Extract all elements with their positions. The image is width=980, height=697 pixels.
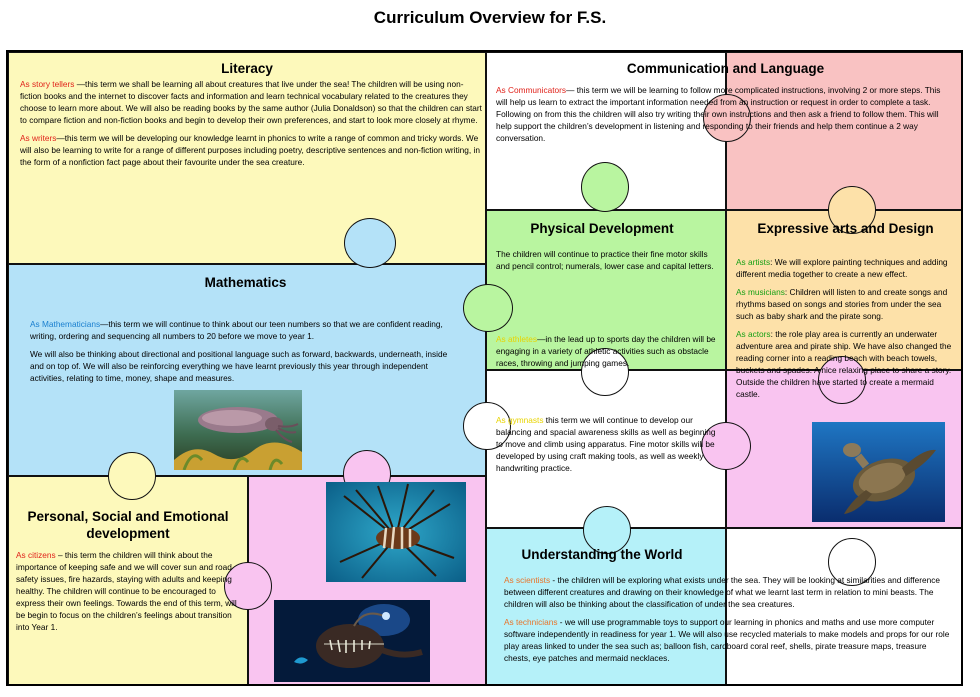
- physical-paragraph-1: The children will continue to practice their fine motor skills and pencil control; numerals, lower case and capital letters.: [496, 249, 714, 271]
- physical-paragraph-2: —in the lead up to sports day the children will be engaging in a variety of athletic activities such as obstacle races, throwing and jumping games.: [496, 334, 716, 368]
- physical-paragraph-3: this term we will continue to develop our balancing and spacial awareness skills as well as beginning to move and climb using apparatus. Fine motor skills will be developed by using craft making tools, as well as weekly handwriting practice.: [496, 415, 716, 473]
- pse-heading: Personal, Social and Emotional development: [27, 509, 229, 541]
- mathematics-text: [30, 318, 460, 390]
- page-title: Curriculum Overview for F.S.: [373, 8, 607, 27]
- physical-gymnasts-text: [496, 414, 722, 480]
- literacy-text: [20, 78, 482, 174]
- expressive-text: [736, 256, 958, 406]
- mathematics-paragraph-1: —this term we will continue to think about our teen numbers so that we are confident reading, writing, ordering and sequencing all numbers to 20 before we move to year 1.: [30, 319, 443, 341]
- communication-heading: Communication and Language: [626, 61, 825, 76]
- literacy-role-story-tellers: As story tellers: [20, 79, 75, 89]
- expressive-paragraph-2: : Children will listen to and create songs and rhythms based on songs and stories from under the sea such as baby shark and the pirate song.: [736, 287, 948, 321]
- physical-athletes-text: [496, 333, 722, 375]
- world-role-technicians: As technicians: [504, 617, 558, 627]
- mathematics-paragraph-2: We will also be thinking about directional and positional language such as forward, backwards, underneath, inside and on top of. We will also be reinforcing everything we have learnt previously this year through independent activities, relating to time, money, shape and measures.: [30, 349, 448, 383]
- lionfish-photo: [326, 482, 466, 582]
- puzzle-knob: [581, 162, 629, 212]
- cuttlefish-photo: [174, 390, 302, 470]
- literacy-paragraph-1: —this term we shall be learning all about creatures that live under the sea! The children will be using non-fiction books and the internet to discover facts and information and learn technical vocabulary related to the creatures they choose to learn more about. We will also be reading books by the same author (Julia Donaldson) so that the children can start to compare fiction and non-fiction books and begin to develop their own preferences, and start to look more closely at rhyme.: [20, 79, 482, 125]
- turtle-photo: [812, 422, 945, 522]
- world-role-scientists: As scientists: [504, 575, 551, 585]
- expressive-role-actors: As actors: [736, 329, 771, 339]
- world-paragraph-1: - the children will be exploring what exists under the sea. They will be looking at similarities and difference between different creatures and drawing on their knowledge of what we learnt last term in relation to mini beasts. The children will also be thinking about the classification of under the sea creatures.: [504, 575, 940, 609]
- physical-text: [496, 248, 722, 278]
- mathematics-heading: Mathematics: [204, 275, 287, 290]
- world-text: [504, 574, 954, 670]
- pse-role-citizens: As citizens: [16, 550, 56, 560]
- communication-text: [496, 84, 951, 150]
- physical-role-gymnasts: As gymnasts: [496, 415, 544, 425]
- puzzle-knob: [344, 218, 396, 268]
- communication-paragraph-1: — this term we will be learning to follow more complicated instructions, involving 2 or more steps. This will help us learn to extract the important information needed from an instruction or request in order to complete a task. Following on from this the children will also try writing their own instructions and then ask a friend to follow them. This will help support the children’s development in listening and responding to their friends and help them continue a 2 way conversation.: [496, 85, 941, 143]
- pse-paragraph-1: – this term the children will think about the importance of keeping safe and we will cover sun and road safety issues, fire hazards, staying with adults and keeping healthy. The children will continue to be encouraged to express their own feelings. Towards the end of this term, will be begin to focus on the children’s feelings about transition into Year 1.: [16, 550, 237, 632]
- world-heading: Understanding the World: [521, 547, 683, 562]
- literacy-paragraph-2: —this term we will be developing our knowledge learnt in phonics to write a range of common and tricky words. We will also be learning to write for a range of different purposes including poetry, descriptive sentences and non-fiction writing, in the form of a nonfiction fact page about their favourite under the sea creature.: [20, 133, 480, 167]
- literacy-heading: Literacy: [221, 61, 273, 76]
- expressive-paragraph-1: : We will explore painting techniques and adding different media together to create a new effect.: [736, 257, 948, 279]
- expressive-role-musicians: As musicians: [736, 287, 785, 297]
- anglerfish-photo: [274, 600, 430, 682]
- expressive-paragraph-3: : the role play area is currently an underwater adventure area and pirate ship. We have also changed the reading corner into a reading beach with beach towels, buckets and spades. A nice relaxing place to share a story. Outside the children have started to create a mermaid castle.: [736, 329, 952, 399]
- communication-role: As Communicators: [496, 85, 567, 95]
- puzzle-knob: [108, 452, 156, 500]
- expressive-role-artists: As artists: [736, 257, 771, 267]
- pse-text: [16, 549, 242, 639]
- world-paragraph-2: - we will use programmable toys to support our learning in phonics and maths and use more computer software independently in readiness for year 1. We will also use recycled materials to make models and props for our role play areas linked to under the sea such as; balloon fish, cardboard coral reef, shells, pirate treasure maps, treasure chests, eye patches and mermaid necklaces.: [504, 617, 950, 663]
- literacy-role-writers: As writers: [20, 133, 57, 143]
- puzzle-knob: [463, 284, 513, 332]
- physical-role-athletes: As athletes: [496, 334, 538, 344]
- mathematics-role: As Mathematicians: [30, 319, 101, 329]
- curriculum-board: [6, 50, 963, 686]
- expressive-heading: Expressive arts and Design: [757, 221, 934, 236]
- physical-heading: Physical Development: [530, 221, 674, 236]
